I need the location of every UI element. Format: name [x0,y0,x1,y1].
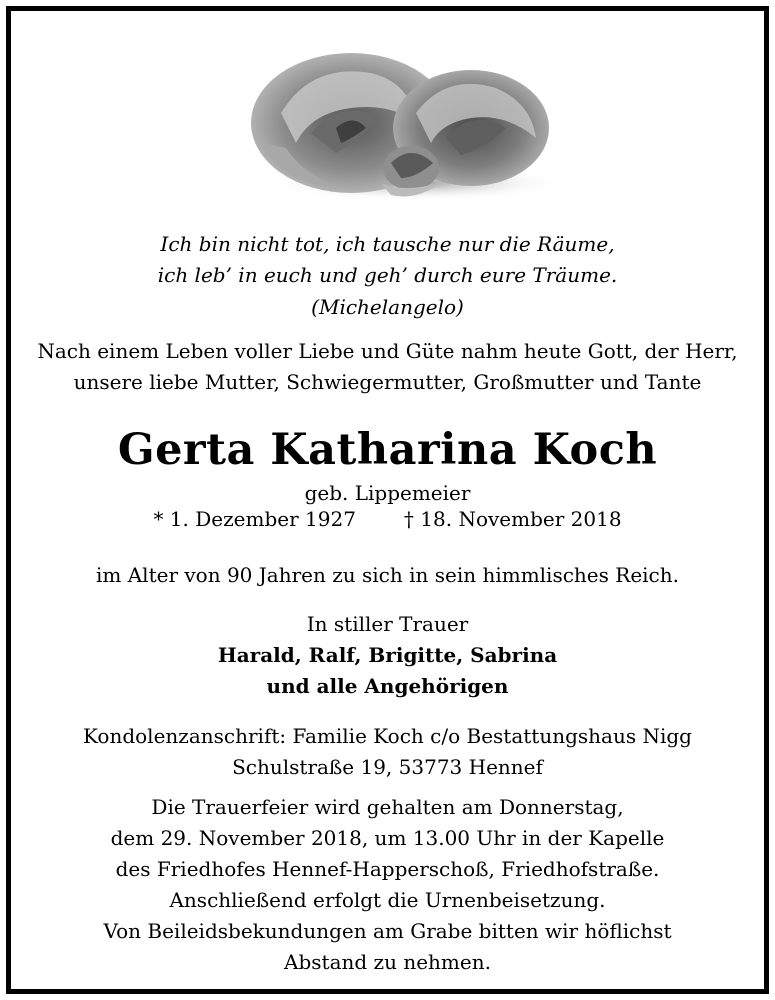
obituary-frame [6,6,769,994]
ceremony-line-6: Abstand zu nehmen. [284,950,491,974]
intro-line-2: unsere liebe Mutter, Schwiegermutter, Großmutter und Tante [73,370,702,394]
deceased-name: Gerta Katharina Koch [117,425,658,475]
ceremony-line-1: Die Trauerfeier wird gehalten am Donnerstag, [151,795,624,819]
quote-author: (Michelangelo) [311,295,464,319]
quote-line-2: ich leb’ in euch und geh’ durch eure Träume. [157,263,618,287]
mourner-names: Harald, Ralf, Brigitte, Sabrina [217,643,558,667]
ceremony-line-2: dem 29. November 2018, um 13.00 Uhr in der Kapelle [110,826,665,850]
quote-line-1: Ich bin nicht tot, ich tausche nur die Räume, [160,232,615,256]
ceremony-line-3: des Friedhofes Hennef-Happerschoß, Friedhofstraße. [115,857,660,881]
death-date: † 18. November 2018 [403,507,622,531]
roses-icon [241,43,556,203]
mourning-section [11,609,764,702]
ceremony-line-5: Von Beileidsbekundungen am Grabe bitten wir höflichst [103,919,672,943]
life-dates [11,507,764,531]
intro-text [11,336,764,398]
birth-date: * 1. Dezember 1927 [153,507,356,531]
birth-name: geb. Lippemeier [304,481,471,505]
mourner-relatives: und alle Angehörigen [266,674,509,698]
mourning-intro: In stiller Trauer [306,612,469,636]
address-line-1: Kondolenzanschrift: Familie Koch c/o Bestattungshaus Nigg [83,724,692,748]
quote [11,229,764,291]
intro-line-1: Nach einem Leben voller Liebe und Güte nahm heute Gott, der Herr, [37,339,738,363]
ceremony-line-4: Anschließend erfolgt die Urnenbeisetzung. [169,888,606,912]
ceremony-info [11,792,764,978]
age-line: im Alter von 90 Jahren zu sich in sein himmlisches Reich. [96,563,679,587]
address-line-2: Schulstraße 19, 53773 Hennef [232,755,543,779]
condolence-address [11,721,764,783]
